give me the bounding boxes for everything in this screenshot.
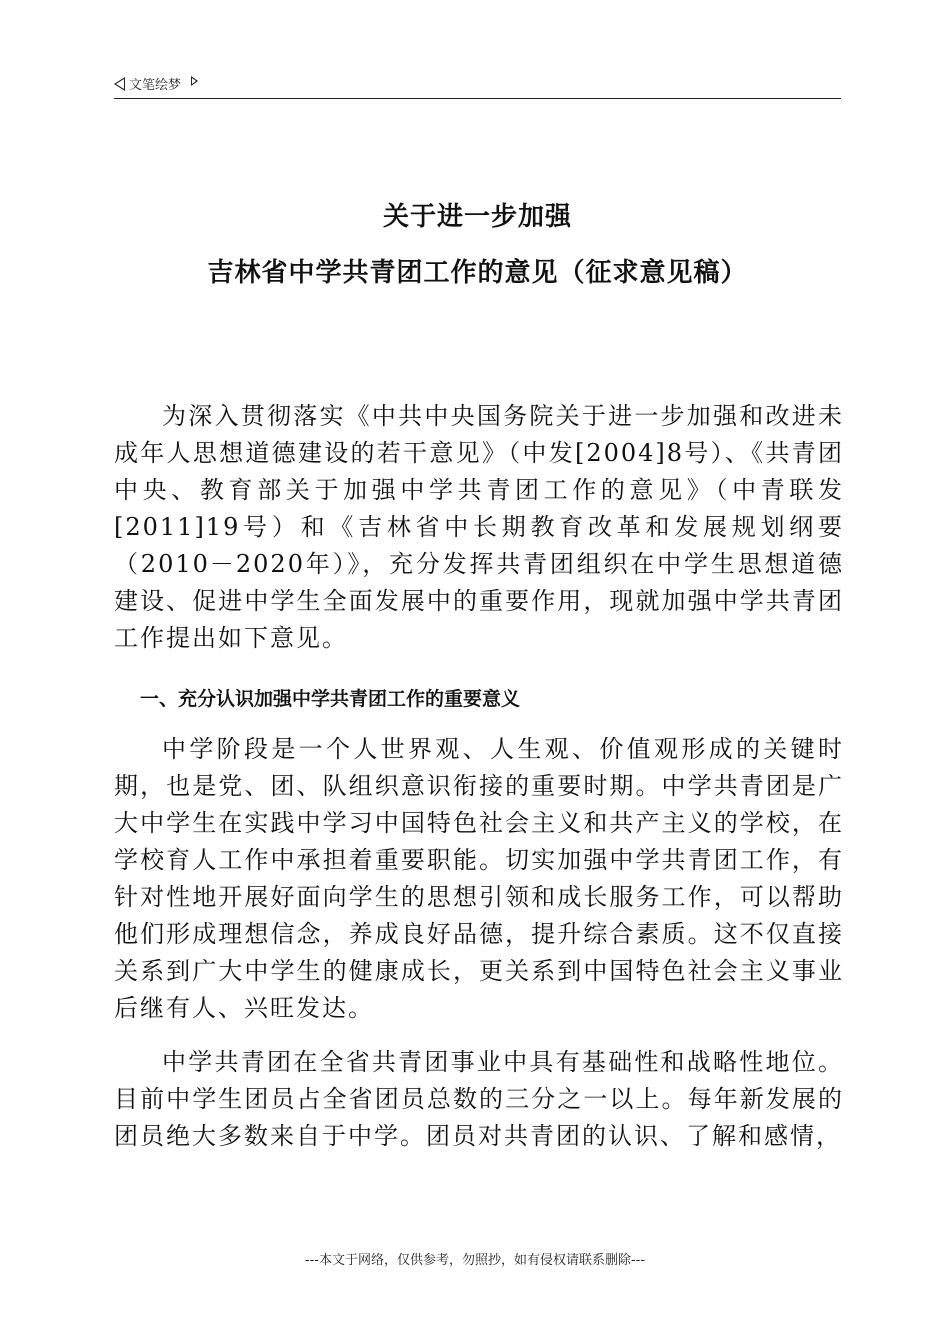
page-header: [114, 72, 841, 99]
document-title-line1: 关于进一步加强: [382, 202, 572, 232]
body-paragraph-3: 中学共青团在全省共青团事业中具有基础性和战略性地位。目前中学生团员占全省团员总数的三分之一以上。每年新发展的团员绝大多数来自于中学。团员对共青团的认识、了解和感情，: [114, 1048, 844, 1150]
header-brand: 文笔绘梦: [129, 78, 182, 93]
section-heading-1: 一、充分认识加强中学共青团工作的重要意义: [140, 688, 521, 710]
body-paragraph-2: 中学阶段是一个人世界观、人生观、价值观形成的关键时期，也是党、团、队组织意识衔接的重要时期。中学共青团是广大中学生在实践中学习中国特色社会主义和共产主义的学校，在学校育人工作中承担着重要职能。切实加强中学共青团工作，有针对性地开展好面向学生的思想引领和成长服务工作，可以帮助他们形成理想信念，养成良好品德，提升综合素质。这不仅直接关系到广大中学生的健康成长，更关系到中国特色社会主义事业后继有人、兴旺发达。: [114, 735, 844, 1022]
intro-paragraph: 为深入贯彻落实《中共中央国务院关于进一步加强和改进未成年人思想道德建设的若干意见》（中发[2004]8号）、《共青团中央、教育部关于加强中学共青团工作的意见》（中青联发[2011]19号）和《吉林省中长期教育改革和发展规划纲要（2010－2020年）》，充分发挥共青团组织在中学生思想道德建设、促进中学生全面发展中的重要作用，现就加强中学共青团工作提出如下意见。: [114, 402, 844, 652]
document-title-line2: 吉林省中学共青团工作的意见（征求意见稿）: [207, 258, 748, 288]
footer-disclaimer: ---本文于网络，仅供参考，勿照抄，如有侵权请联系删除---: [304, 1253, 646, 1268]
right-triangle-icon: [191, 76, 198, 86]
left-triangle-icon: [114, 77, 125, 91]
header-brand-group: [114, 74, 198, 93]
